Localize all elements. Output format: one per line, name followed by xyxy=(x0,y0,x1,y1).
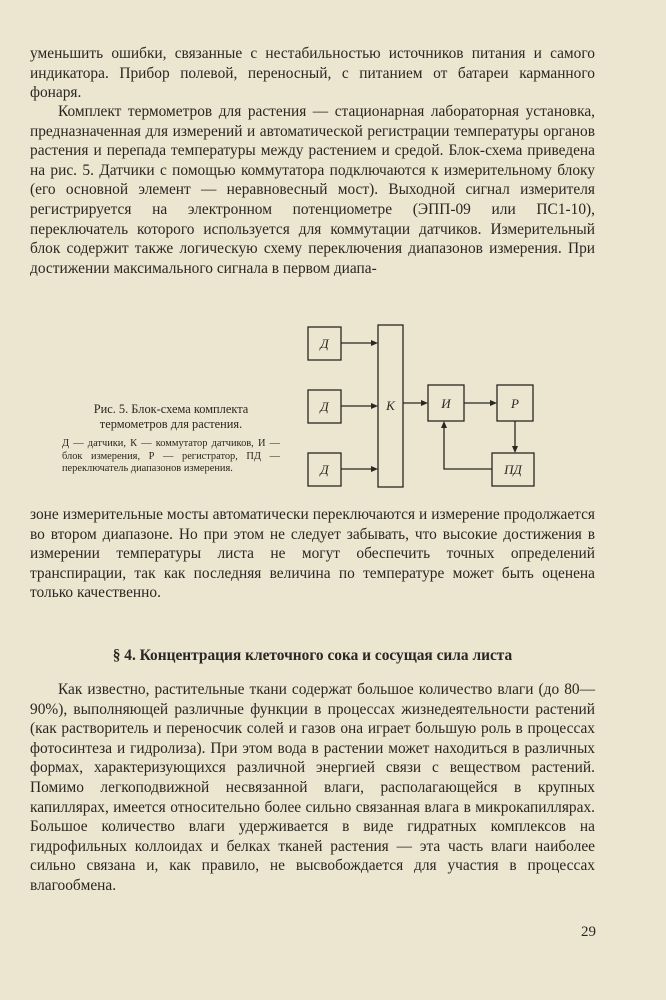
arrowhead-1 xyxy=(371,340,378,346)
arrowhead-2 xyxy=(371,403,378,409)
paragraph-continued: уменьшить ошибки, связанные с нестабильностью источников питания и самого индикатора. Прибор полевой, переносный, с питанием от батареи карманного фонаря. xyxy=(30,45,595,102)
paragraph-range-switching: зоне измерительные мосты автоматически переключаются и измерение продолжается во втором диапазоне. Но при этом не следует забывать, что высокие достижения в измерении температуры листа не могут обеспечить точных определений транспирации, так как последняя величина по температуре может быть оценена только качественно. xyxy=(30,506,595,602)
section-heading: § 4. Концентрация клеточного сока и сосущая сила листа xyxy=(112,647,513,664)
figure-caption-title: Рис. 5. Блок-схема комплекта термометров для растения. xyxy=(93,402,249,431)
paragraph-thermometer-kit: Комплект термометров для растения — стационарная лабораторная установка, предназначенная для измерений и автоматической регистрации температуры органов растения и перепада температуры между растением и средой. Блок-схема приведена на рис. 5. Датчики с помощью коммутатора подключаются к измерительному блоку (его основной элемент — неравновесный мост). Выходной сигнал измерителя регистрируется на электронном потенциометре (ЭПП-09 или ПС1-10), переключатель которого используется для коммутации датчиков. Измерительный блок содержит также логическую схему переключения диапазонов измерения. При достижении максимального сигнала в первом диапа- xyxy=(30,103,595,277)
arrowhead-5 xyxy=(490,400,497,406)
arrowhead-7 xyxy=(441,421,447,428)
figure-caption xyxy=(62,402,280,476)
range-switch-label: ПД xyxy=(504,462,522,477)
commutator-label: К xyxy=(386,398,395,413)
page-number: 29 xyxy=(581,924,596,940)
figure-legend: Д — датчики, К — коммутатор датчиков, И — блок измерения, Р — регистратор, ПД — переключатель диапазонов измерения. xyxy=(62,438,280,475)
sensor-label-3: Д xyxy=(320,462,329,477)
paragraph-plant-water: Как известно, растительные ткани содержат большое количество влаги (до 80—90%), выполняющей различные функции в процессах жизнедеятельности растений (как растворитель и переносчик солей и газов она играет большую роль в процессах фотосинтеза и гидролиза). При этом вода в растении может находиться в различных формах, характеризующихся различной энергией связи с веществом растений. Помимо легкоподвижной несвязанной влаги, располагающейся в крупных капиллярах, имеется относительно более сильно связанная влага в микрокапиллярах. Большое количество влаги удерживается в виде гидратных комплексов на гидрофильных коллоидах и белках тканей растения — эта часть влаги наиболее сильно связана и, как правило, не высвобождается для участия в процессах влагообмена. xyxy=(30,681,595,894)
arrowhead-4 xyxy=(421,400,428,406)
meter-label: И xyxy=(441,396,451,411)
arrowhead-6 xyxy=(512,446,518,453)
arrowhead-3 xyxy=(371,466,378,472)
recorder-label: Р xyxy=(511,396,519,411)
wire-rangeswitch-meter xyxy=(444,427,492,469)
sensor-label-2: Д xyxy=(320,399,329,414)
sensor-label-1: Д xyxy=(320,336,329,351)
